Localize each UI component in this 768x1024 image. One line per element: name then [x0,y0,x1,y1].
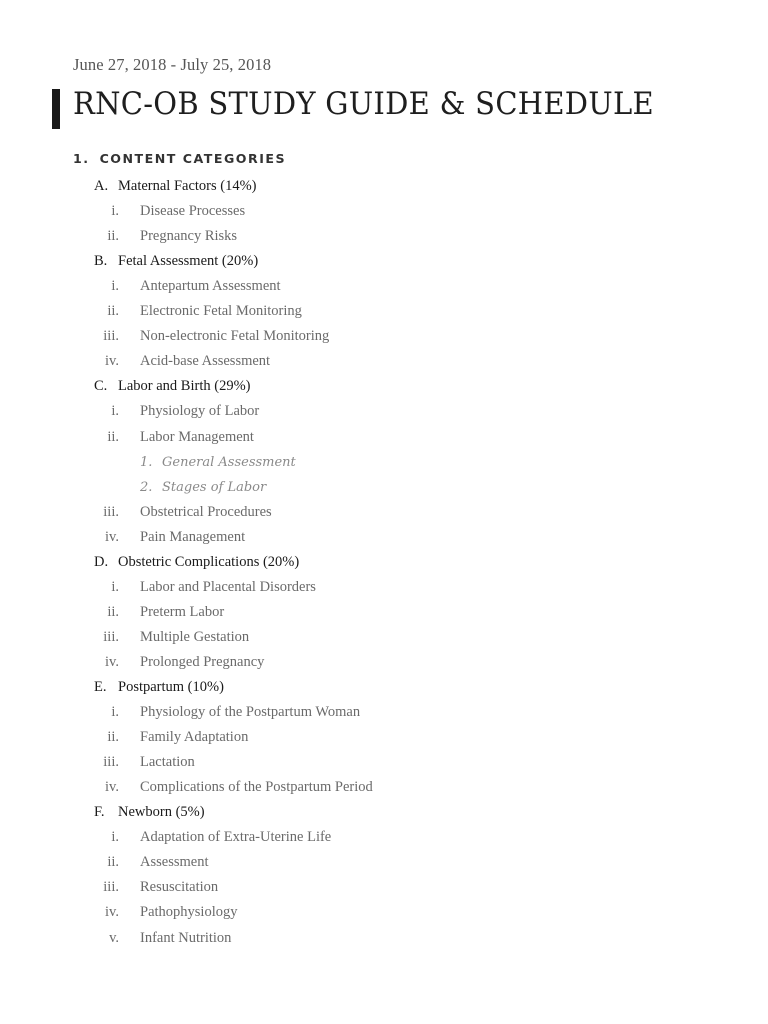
list-item-text: Disease Processes [140,203,246,220]
list-marker: i. [111,403,119,420]
subtopic-item [0,349,768,374]
list-item-text: Family Adaptation [140,729,249,746]
list-marker: iii. [103,503,119,520]
list-item-text: Lactation [140,754,195,771]
list-marker: E. [94,679,107,695]
category-item [0,174,768,199]
list-marker: iii. [103,754,119,771]
list-item-text: Electronic Fetal Monitoring [140,303,302,320]
list-item-text: Physiology of the Postpartum Woman [140,704,361,721]
list-item-text: Multiple Gestation [140,628,250,645]
list-item-text: Postpartum (10%) [118,679,224,695]
list-item-text: Pregnancy Risks [140,228,238,245]
subtopic-item [0,224,768,249]
list-item-text: Prolonged Pregnancy [140,653,265,670]
list-marker: iii. [103,879,119,896]
list-marker: iv. [105,779,119,796]
list-marker: i. [111,278,119,295]
list-item-text: Fetal Assessment (20%) [118,253,259,270]
list-marker: ii. [107,603,119,620]
list-item-text: Pain Management [140,528,246,545]
subtopic-item [0,274,768,299]
date-range: June 27, 2018 - July 25, 2018 [73,55,272,74]
list-marker: iv. [105,904,119,921]
category-item [0,249,768,274]
list-item-text: Complications of the Postpartum Period [140,779,373,796]
list-marker: iv. [105,528,119,545]
subtopic-item [0,850,768,875]
list-marker: D. [94,553,109,570]
list-marker: i. [111,578,119,595]
list-item-text: Stages of Labor [162,479,267,495]
subtopic-item [0,775,768,800]
list-item-text: Adaptation of Extra-Uterine Life [140,829,332,846]
list-marker: ii. [107,854,119,871]
list-marker: iv. [105,653,119,670]
list-item-text: Maternal Factors (14%) [118,178,257,194]
subtopic-item [0,575,768,600]
list-item-text: Obstetrical Procedures [140,503,272,520]
list-marker: i. [111,704,119,721]
subtopic-item [0,500,768,525]
list-item-text: Infant Nutrition [140,929,232,946]
section-number: 1. [73,151,90,166]
subtopic-item [0,525,768,550]
list-item-text: Resuscitation [140,879,219,896]
subtopic-item [0,750,768,775]
subtopic-item [0,875,768,900]
section-heading [73,151,286,166]
category-item [0,374,768,399]
subtopic-item [0,324,768,349]
list-item-text: Labor and Birth (29%) [118,378,251,395]
list-item-text: Labor and Placental Disorders [140,578,316,595]
list-marker: i. [111,829,119,846]
list-item-text: Pathophysiology [140,904,238,921]
list-marker: iv. [105,353,119,370]
subtopic-item [0,600,768,625]
subtopic-item [0,425,768,450]
list-marker: F. [94,804,105,821]
list-marker: A. [94,178,109,194]
list-item-text: Labor Management [140,428,254,445]
page-title: RNC-OB STUDY GUIDE & SCHEDULE [73,86,654,122]
list-item-text: Obstetric Complications (20%) [118,553,300,570]
list-marker: ii. [107,428,119,445]
category-item [0,800,768,825]
subtopic-item [0,700,768,725]
sub-subtopic-item [0,450,768,475]
subtopic-item [0,650,768,675]
subtopic-item [0,199,768,224]
list-item-text: Preterm Labor [140,603,225,620]
subtopic-item [0,926,768,951]
list-item-text: Non-electronic Fetal Monitoring [140,328,330,345]
list-item-text: Newborn (5%) [118,804,205,821]
list-item-text: Assessment [140,854,209,871]
subtopic-item [0,900,768,925]
list-item-text: Antepartum Assessment [140,278,281,295]
list-marker: iii. [103,328,119,345]
category-item [0,675,768,700]
subtopic-item [0,825,768,850]
list-marker: iii. [103,628,119,645]
list-item-text: Physiology of Labor [140,403,260,420]
list-marker: ii. [107,228,119,245]
category-item [0,550,768,575]
list-marker: ii. [107,729,119,746]
list-marker: B. [94,253,108,270]
list-marker: i. [111,203,119,220]
list-marker: 2. [140,479,153,495]
list-marker: v. [109,929,119,946]
subtopic-item [0,299,768,324]
list-item-text: General Assessment [162,454,296,470]
list-marker: C. [94,378,108,395]
sub-subtopic-item [0,475,768,500]
subtopic-item [0,725,768,750]
title-accent-bar [52,89,60,129]
list-marker: 1. [140,454,153,470]
subtopic-item [0,399,768,424]
list-item-text: Acid-base Assessment [140,353,271,370]
list-marker: ii. [107,303,119,320]
section-heading-label: CONTENT CATEGORIES [99,151,287,166]
subtopic-item [0,625,768,650]
